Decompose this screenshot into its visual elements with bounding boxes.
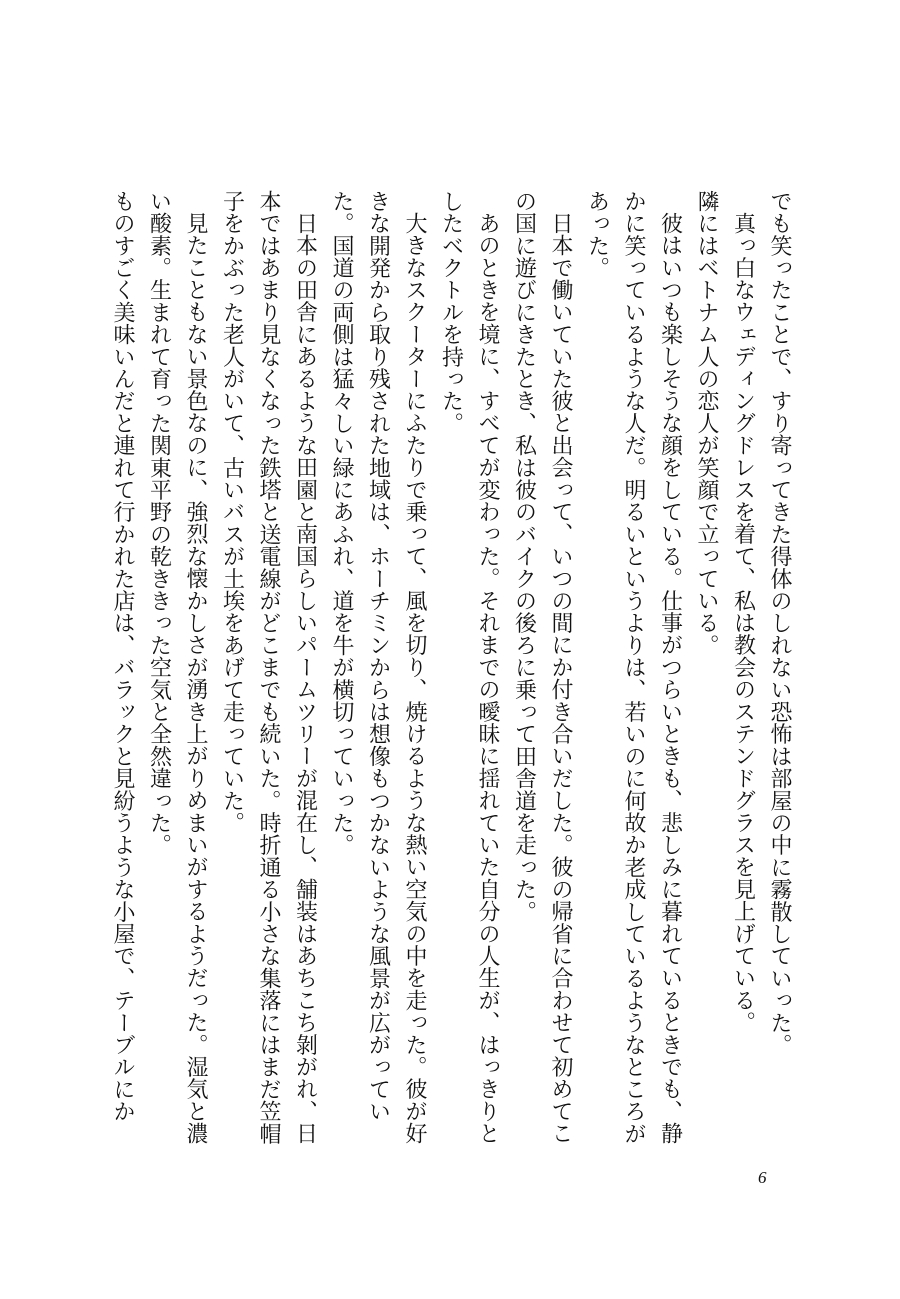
paragraph-9: 見たこともない景色なのに、強烈な懐かしさが湧き上がりめまいがするようだった。湿気と濃い酸素。生まれて育った関東平野の乾ききった空気と全然違った。 (146, 190, 208, 1145)
paragraph-6: あのときを境に、すべてが変わった。それまでの曖昧に揺れていた自分の人生が、はっきりとしたベクトルを持った。 (438, 190, 500, 1145)
paragraph-5: 日本で働いていた彼と出会って、いつの間にか付き合いだした。彼の帰省に合わせて初めてこの国に遊びにきたとき、私は彼のバイクの後ろに乗って田舎道を走った。 (511, 190, 573, 1145)
page-number: 6 (758, 1168, 767, 1187)
paragraph-8: 日本の田舎にあるような田園と南国らしいパームツリーが混在し、舗装はあちこち剝がれ、日本ではあまり見なくなった鉄塔と送電線がどこまでも続いた。時折通る小さな集落にはまだ笠帽子をかぶった老人がいて、古いバスが土埃をあげて走っていた。 (219, 190, 318, 1145)
body-text (104, 190, 798, 1150)
paragraph-7: 大きなスクーターにふたりで乗って、風を切り、焼けるような熱い空気の中を走った。彼が好きな開発から取り残された地域は、ホーチミンからは想像もつかないような風景が広がっていた。国道の両側は猛々しい緑にあふれ、道を牛が横切っていった。 (329, 190, 427, 1145)
paragraph-3: 隣にはベトナム人の恋人が笑顔で立っている。 (694, 190, 719, 657)
paragraph-2: 真っ白なウェディングドレスを着て、私は教会のステンドグラスを見上げている。 (730, 212, 756, 1034)
paragraph-4: 彼はいつも楽しそうな顔をしている。仕事がつらいときも、悲しみに暮れているときでも、静かに笑っているような人だ。明るいというよりは、若いのに何故か老成しているようなところがあった。 (584, 190, 683, 1145)
paragraph-1: でも笑ったことで、すり寄ってきた得体のしれない恐怖は部屋の中に霧散していった。 (767, 190, 792, 1056)
paragraph-10: ものすごく美味いんだと連れて行かれた店は、バラックと見紛うような小屋で、テーブルにか (110, 190, 135, 1123)
